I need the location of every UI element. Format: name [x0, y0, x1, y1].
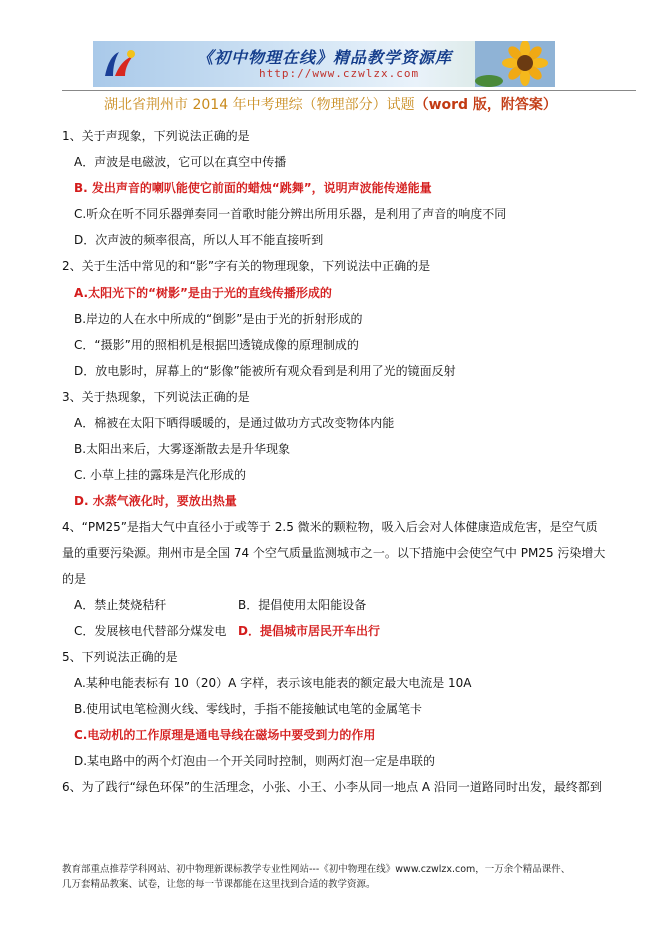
sunflower-icon [475, 41, 555, 87]
question-stem: 5、下列说法正确的是 [62, 650, 178, 664]
option-answer: D. 水蒸气液化时，要放出热量 [74, 494, 237, 508]
page-footer [62, 862, 642, 892]
option: C．“摄影”用的照相机是根据凹透镜成像的原理制成的 [74, 338, 359, 352]
option: B．提倡使用太阳能设备 [238, 598, 367, 612]
question-stem: 2、关于生活中常见的和“影”字有关的物理现象，下列说法中正确的是 [62, 259, 431, 273]
question-stem: 3、关于热现象，下列说法正确的是 [62, 390, 250, 404]
question-stem: 4、“PM25”是指大气中直径小于或等于 2.5 微米的颗粒物，吸入后会对人体健康造成危害，是空气质 [62, 520, 598, 534]
document-title [0, 94, 661, 114]
question-stem: 6、为了践行“绿色环保”的生活理念，小张、小王、小李从同一地点 A 沿同一道路同时出发，最终都到 [62, 780, 602, 794]
footer-line: 教育部重点推荐学科网站、初中物理新课标教学专业性网站---《初中物理在线》www.czwlzx.com，一万余个精品课件、 [62, 864, 571, 875]
option-answer: D．提倡城市居民开车出行 [238, 624, 380, 638]
option: D.某电路中的两个灯泡由一个开关同时控制，则两灯泡一定是串联的 [74, 754, 436, 768]
option-answer: A.太阳光下的“树影”是由于光的直线传播形成的 [74, 286, 332, 300]
option: A．禁止焚烧秸秆 [74, 598, 167, 612]
option: B.岸边的人在水中所成的“倒影”是由于光的折射形成的 [74, 312, 363, 326]
title-suffix: （word 版，附答案） [414, 97, 557, 113]
option: C．发展核电代替部分煤发电 [74, 624, 227, 638]
header-divider [62, 90, 636, 91]
option: B.太阳出来后，大雾逐渐散去是升华现象 [74, 442, 291, 456]
option: D．次声波的频率很高，所以人耳不能直接听到 [74, 233, 324, 247]
logo-icon [99, 46, 139, 82]
banner-title: 《初中物理在线》精品教学资源库 [197, 48, 453, 67]
banner-url[interactable]: http://www.czwlzx.com [259, 67, 420, 80]
question-stem: 量的重要污染源。荆州市是全国 74 个空气质量监测城市之一。以下措施中会使空气中 PM25 污染增大 [62, 546, 606, 560]
option: B.使用试电笔检测火线、零线时，手指不能接触试电笔的金属笔卡 [74, 702, 423, 716]
header-banner [93, 41, 555, 87]
footer-line: 几万套精品教案、试卷，让您的每一节课都能在这里找到合适的教学资源。 [62, 879, 376, 890]
option: A．声波是电磁波，它可以在真空中传播 [74, 155, 287, 169]
title-main: 湖北省荆州市 2014 年中考理综（物理部分）试题 [104, 97, 415, 113]
option-answer: B. 发出声音的喇叭能使它前面的蜡烛“跳舞”，说明声波能传递能量 [74, 181, 432, 195]
option-answer: C.电动机的工作原理是通电导线在磁场中要受到力的作用 [74, 728, 376, 742]
question-stem: 1、关于声现象，下列说法正确的是 [62, 129, 250, 143]
question-stem: 的是 [62, 572, 87, 586]
option: A．棉被在太阳下晒得暖暖的，是通过做功方式改变物体内能 [74, 416, 395, 430]
option: C. 小草上挂的露珠是汽化形成的 [74, 468, 247, 482]
option: A.某种电能表标有 10（20）A 字样，表示该电能表的额定最大电流是 10A [74, 676, 472, 690]
option: C.听众在听不同乐器弹奏同一首歌时能分辨出所用乐器，是利用了声音的响度不同 [74, 207, 507, 221]
option: D．放电影时，屏幕上的“影像”能被所有观众看到是利用了光的镜面反射 [74, 364, 456, 378]
